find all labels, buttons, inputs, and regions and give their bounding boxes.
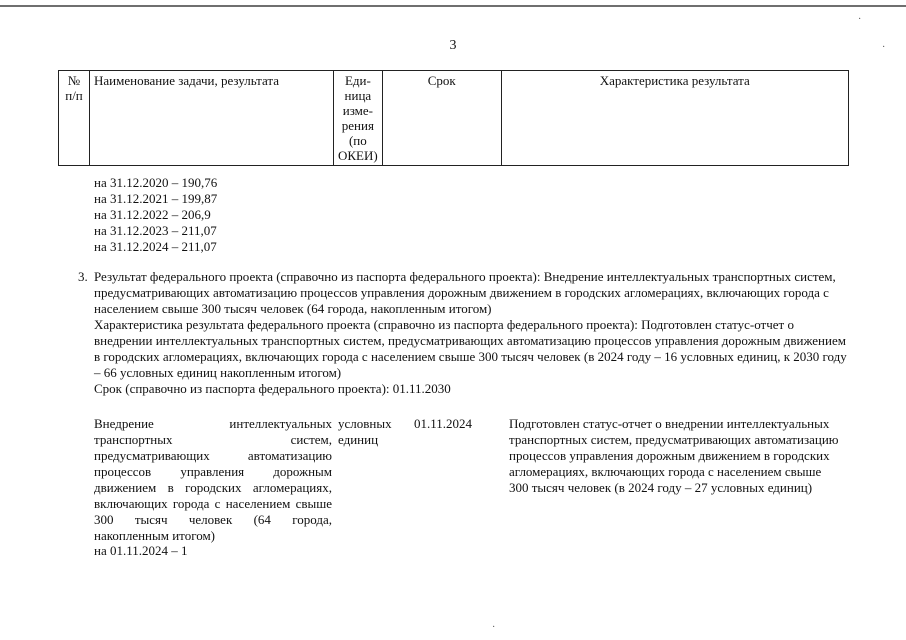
section-3 [78,269,848,397]
col-header-name: Наименование задачи, результата [90,71,334,166]
section-result: Результат федерального проекта (справочно из паспорта федерального проекта): Внедрение интеллектуальных транспортных систем, предусматривающих автоматизацию процессов управления дорожным движением в городских агломерациях, включающих города с населением свыше 300 тысяч человек (64 города, накопленным итогом) [94,269,836,316]
value-list [94,175,217,255]
col-header-term: Срок [382,71,501,166]
page-number: 3 [449,38,457,53]
result-date: 01.11.2024 [414,416,473,431]
scan-speck: · [882,42,886,53]
col-header-characteristic: Характеристика результата [501,71,848,166]
section-characteristic: Характеристика результата федерального проекта (справочно из паспорта федерального проекта): Подготовлен статус-отчет о внедрении интеллектуальных транспортных систем, предусматривающих автоматизацию процессов управления дорожным движением в городских агломерациях, включающих города с населением свыше 300 тысяч человек (в 2024 году – 16 условных единиц, к 2030 году – 66 условных единиц накопленным итогом) [94,317,847,380]
value-item: на 31.12.2024 – 211,07 [94,239,217,254]
scan-speck: · [858,14,862,25]
col-header-unit: Еди- ница изме- рения (по ОКЕИ) [334,71,383,166]
section-deadline: Срок (справочно из паспорта федерального проекта): 01.11.2030 [94,381,451,396]
section-number: 3. [78,269,88,284]
footer-value: на 01.11.2024 – 1 [94,543,188,558]
header-table [58,70,849,166]
header-row [59,71,849,166]
value-item: на 31.12.2020 – 190,76 [94,175,218,190]
value-item: на 31.12.2021 – 199,87 [94,191,218,206]
col-header-number: № п/п [59,71,90,166]
scan-speck: · [492,622,496,633]
value-item: на 31.12.2022 – 206,9 [94,207,211,222]
top-rule [0,5,906,7]
value-item: на 31.12.2023 – 211,07 [94,223,217,238]
result-characteristic: Подготовлен статус-отчет о внедрении интеллектуальных транспортных систем, предусматривающих автоматизацию процессов управления дорожным движением в городских агломерациях, включающих города с населением свыше 300 тысяч человек (в 2024 году – 27 условных единиц) [509,416,839,495]
result-name: Внедрение интеллектуальных транспортных систем, предусматривающих автоматизацию процессов управления дорожным движением в городских агломерациях, включающих города с населением свыше 300 тысяч человек (64 города, накопленным итогом) [94,416,332,543]
result-unit: условных единиц [338,416,392,447]
